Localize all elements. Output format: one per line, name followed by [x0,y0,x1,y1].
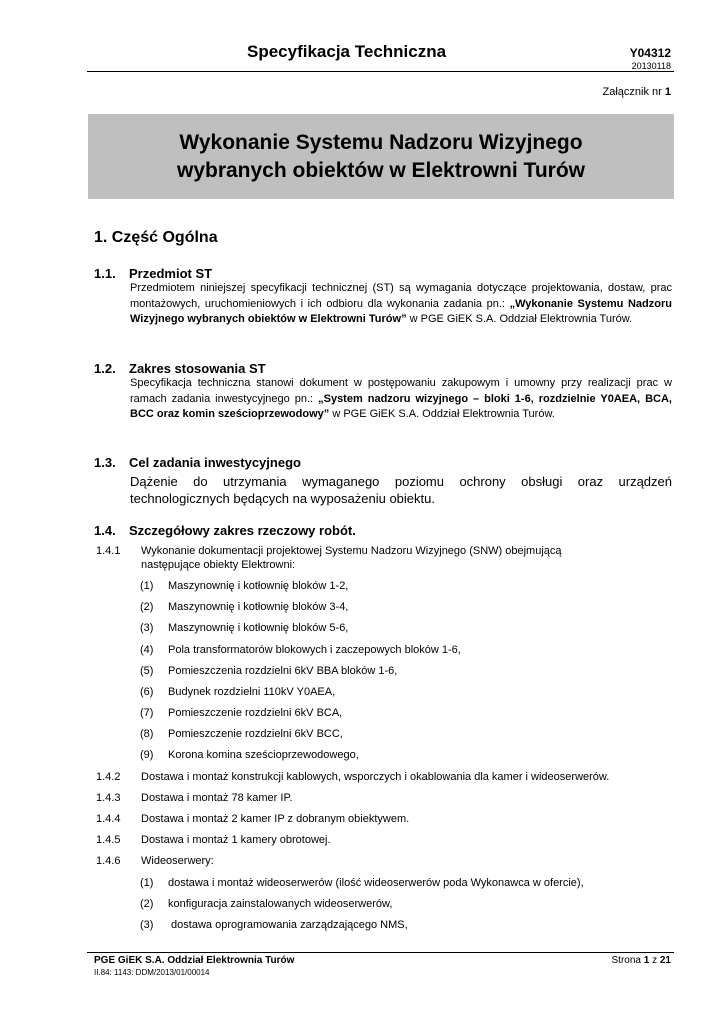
section-1-1-text [130,281,672,328]
section-1-heading: 1. Część Ogólna [94,229,218,246]
item-1-4-6 [96,855,676,867]
list-item [140,665,397,677]
list-item [140,580,348,592]
item-text: Dostawa i montaż konstrukcji kablowych, wsporczych i okablowania dla kamer i wideoserwerów. [141,771,610,783]
list-item [140,898,392,910]
item-1-4-4 [96,813,676,825]
list-item [140,919,408,931]
item-1-4-1-cont [141,559,721,571]
item-number: 1.4.6 [96,855,121,867]
item-text: Dostawa i montaż 1 kamery obrotowej. [141,834,331,846]
text-run: w PGE GiEK S.A. Oddział Elektrownia Turów. [406,313,633,325]
item-number: 1.4.2 [96,771,121,783]
section-number: 1.2. [94,361,116,376]
page-label: Strona [611,955,641,966]
page-number [612,955,672,966]
item-number: 1.4.5 [96,834,121,846]
header-divider [87,71,674,72]
footer-company: PGE GiEK S.A. Oddział Elektrownia Turów [94,955,295,966]
list-text: Pomieszczenie rozdzielni 6kV BCA, [168,707,343,719]
list-text: Pola transformatorów blokowych i zaczepowych bloków 1-6, [168,644,461,656]
banner-line-2: wybranych obiektów w Elektrowni Turów [176,158,585,182]
list-text: Korona komina sześcioprzewodowego, [168,749,359,761]
list-item [140,877,584,889]
section-1-2-text [130,376,672,423]
item-text: następujące obiekty Elektrowni: [141,559,296,571]
document-date: 20130118 [631,61,671,71]
item-number: 1.4.4 [96,813,121,825]
attachment-text: Załącznik nr [602,86,662,98]
list-item [140,622,348,634]
item-1-4-3 [96,792,676,804]
list-item [140,749,359,761]
list-item [140,686,335,698]
section-1-4-heading [94,523,356,538]
item-1-4-2 [96,771,676,783]
list-number: (6) [140,686,154,698]
attachment-number: 1 [664,86,671,98]
document-title: Specyfikacja Techniczna [247,42,447,61]
section-title: Zakres stosowania ST [129,361,266,376]
section-1-3-text: Dążenie do utrzymania wymaganego poziomu ochrony obsługi oraz urządzeń technologicznych będących na wyposażeniu obiektu. [130,474,672,506]
list-text: dostawa i montaż wideoserwerów (ilość wideoserwerów poda Wykonawca w ofercie), [168,877,584,889]
list-number: (8) [140,728,154,740]
section-title: Szczegółowy zakres rzeczowy robót. [129,523,356,538]
item-1-4-5 [96,834,676,846]
list-text: Pomieszczenia rozdzielni 6kV BBA bloków 1-6, [168,665,398,677]
text-run-bold: „System nadzoru wizyjnego – bloki 1-6, rozdzielnie Y0AEA, BCA, BCC oraz komin sześcioprzewodowy” [130,392,672,420]
list-number: (5) [140,665,154,677]
section-1-3-heading [94,455,301,470]
list-number: (3) [140,919,154,931]
list-number: (7) [140,707,154,719]
item-text: Dostawa i montaż 78 kamer IP. [141,792,293,804]
list-number: (1) [140,580,154,592]
page-current: 1 [643,955,650,966]
list-text: Maszynownię i kotłownię bloków 3-4, [168,601,349,613]
list-number: (9) [140,749,154,761]
page-total: 21 [659,955,671,966]
section-title: Przedmiot ST [129,266,213,281]
document-code: Y04312 [629,46,671,60]
list-text: Maszynownię i kotłownię bloków 1-2, [168,580,349,592]
section-title: Cel zadania inwestycyjnego [129,455,301,470]
item-text: Wykonanie dokumentacji projektowej Systemu Nadzoru Wizyjnego (SNW) obejmującą [141,545,562,557]
section-1-2-heading [94,361,266,376]
item-text: Wideoserwery: [141,855,214,867]
section-number: 1.3. [94,455,116,470]
list-number: (2) [140,601,154,613]
text-run: Specyfikacja techniczna stanowi dokument w postępowaniu zakupowym i umowny przy realizacji prac w ramach zadania inwestycyjnego pn.: [130,377,672,405]
title-banner [88,114,674,199]
list-text: dostawa oprogramowania zarządzającego NMS, [168,919,408,931]
list-text: Maszynownię i kotłownię bloków 5-6, [168,622,349,634]
list-number: (1) [140,877,154,889]
list-item [140,644,461,656]
text-run: w PGE GiEK S.A. Oddział Elektrownia Turów. [329,408,555,420]
list-text: Pomieszczenie rozdzielni 6kV BCC, [168,728,343,740]
list-text: konfiguracja zainstalowanych wideoserwerów, [168,898,393,910]
footer-reference: II.84: 1143: DDM/2013/01/00014 [94,968,210,977]
list-number: (2) [140,898,154,910]
item-1-4-1 [96,545,676,557]
list-item [140,728,343,740]
list-item [140,707,342,719]
text-run-bold: „Wykonanie Systemu Nadzoru Wizyjnego wybranych obiektów w Elektrowni Turów” [130,297,672,325]
list-text: Budynek rozdzielni 110kV Y0AEA, [168,686,336,698]
list-number: (4) [140,644,154,656]
item-number: 1.4.3 [96,792,121,804]
attachment-label [603,86,671,98]
footer-divider [87,952,674,953]
section-1-1-heading [94,266,212,281]
list-number: (3) [140,622,154,634]
section-number: 1.4. [94,523,116,538]
banner-line-1: Wykonanie Systemu Nadzoru Wizyjnego [179,130,583,154]
section-number: 1.1. [94,266,116,281]
list-item [140,601,348,613]
text-run: Przedmiotem niniejszej specyfikacji technicznej (ST) są wymagania dotyczące projektowania, dostaw, prac montażowych, uruchomieniowych i ich odbioru dla wykonania zadania pn.: [130,282,672,310]
page-of: z [652,955,658,966]
item-text: Dostawa i montaż 2 kamer IP z dobranym obiektywem. [141,813,410,825]
item-number: 1.4.1 [96,545,121,557]
